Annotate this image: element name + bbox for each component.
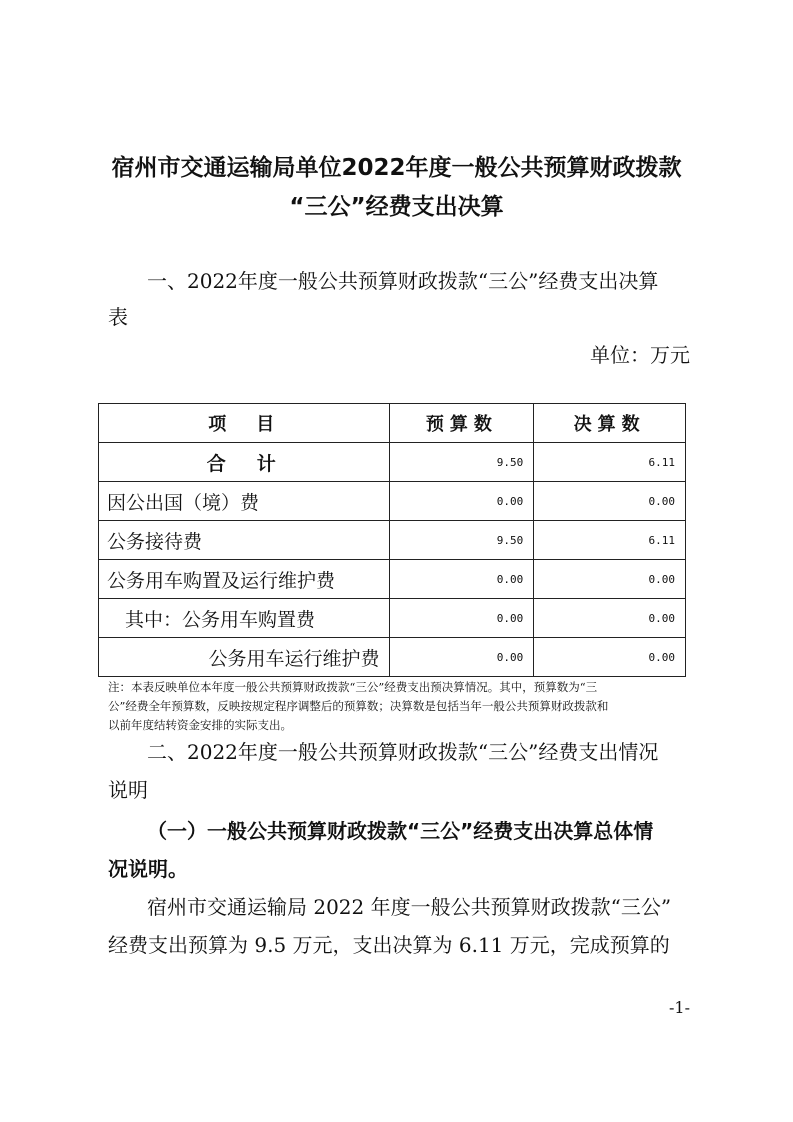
- row-label: 合 计: [99, 443, 390, 482]
- row-budget: 9.50: [390, 521, 534, 560]
- table-row-total: [99, 443, 686, 482]
- body-paragraph-line1: 宿州市交通运输局 2022 年度一般公共预算财政拨款“三公”: [147, 895, 672, 919]
- row-budget: 0.00: [390, 638, 534, 677]
- note-line: 以前年度结转资金安排的实际支出。: [108, 718, 292, 732]
- row-final: 0.00: [534, 599, 686, 638]
- row-label: 因公出国（境）费: [99, 482, 390, 521]
- row-final: 0.00: [534, 638, 686, 677]
- row-final: 0.00: [534, 560, 686, 599]
- row-label: 公务用车购置及运行维护费: [99, 560, 390, 599]
- document-title-line2: “三公”经费支出决算: [289, 194, 504, 220]
- document-title-line1: 宿州市交通运输局单位2022年度一般公共预算财政拨款: [111, 155, 682, 181]
- unit-label: 单位：万元: [590, 343, 690, 367]
- row-label: 公务接待费: [99, 521, 390, 560]
- row-final: 6.11: [534, 521, 686, 560]
- table-row: [99, 638, 686, 677]
- section2-heading: 二、2022年度一般公共预算财政拨款“三公”经费支出情况: [147, 740, 659, 764]
- table-row: [99, 521, 686, 560]
- row-final: 0.00: [534, 482, 686, 521]
- table-row: [99, 560, 686, 599]
- row-label: 其中：公务用车购置费: [99, 599, 390, 638]
- table-note: [108, 678, 690, 735]
- subsection1-heading-cont: 况说明。: [108, 857, 188, 881]
- row-label: 公务用车运行维护费: [99, 638, 390, 677]
- row-budget: 0.00: [390, 560, 534, 599]
- row-budget: 0.00: [390, 599, 534, 638]
- subsection1-heading: （一）一般公共预算财政拨款“三公”经费支出决算总体情: [147, 819, 654, 843]
- table-header-row: [99, 404, 686, 443]
- row-final: 6.11: [534, 443, 686, 482]
- section1-heading: 一、2022年度一般公共预算财政拨款“三公”经费支出决算: [147, 269, 659, 293]
- section2-heading-cont: 说明: [108, 778, 148, 802]
- row-budget: 9.50: [390, 443, 534, 482]
- three-public-expenses-table: [98, 403, 686, 677]
- row-budget: 0.00: [390, 482, 534, 521]
- note-line: 公”经费全年预算数，反映按规定程序调整后的预算数；决算数是包括当年一般公共预算财政拨款和: [108, 699, 609, 713]
- note-line: 注：本表反映单位本年度一般公共预算财政拨款“三公”经费支出预决算情况。其中，预算数为“三: [108, 680, 598, 694]
- header-item: 项 目: [99, 404, 390, 443]
- page-number: -1-: [669, 998, 690, 1017]
- header-budget: 预算数: [390, 404, 534, 443]
- table-row: [99, 599, 686, 638]
- section1-heading-cont: 表: [108, 305, 128, 329]
- body-paragraph-line2: 经费支出预算为 9.5 万元，支出决算为 6.11 万元，完成预算的: [108, 933, 670, 957]
- header-final: 决算数: [534, 404, 686, 443]
- table-row: [99, 482, 686, 521]
